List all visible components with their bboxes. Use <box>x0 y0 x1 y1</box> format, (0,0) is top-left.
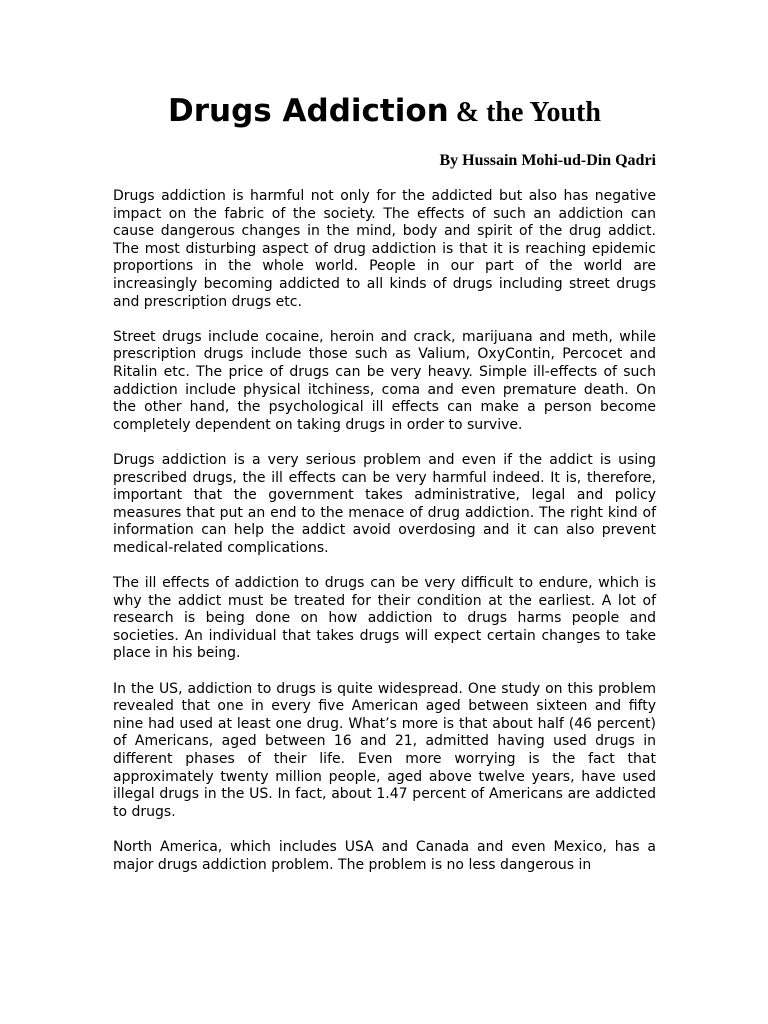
paragraph: Drugs addiction is harmful not only for the addicted but also has negative impact on the fabric of the society. The effects of such an addiction can cause dangerous changes in the mind, body and spirit of the drug addict. The most disturbing aspect of drug addiction is that it is reaching epidemic proportions in the whole world. People in our part of the world are increasingly becoming addicted to all kinds of drugs including street drugs and prescription drugs etc. <box>113 188 656 310</box>
document-page <box>113 84 656 874</box>
paragraph: North America, which includes USA and Canada and even Mexico, has a major drugs addiction problem. The problem is no less dangerous in <box>113 838 656 873</box>
paragraph: The ill effects of addiction to drugs can be very difficult to endure, which is why the addict must be treated for their condition at the earliest. A lot of research is being done on how addiction to drugs harms people and societies. An individual that takes drugs will expect certain changes to take place in his being. <box>113 575 656 662</box>
paragraph: Drugs addiction is a very serious problem and even if the addict is using prescribed drugs, the ill effects can be very harmful indeed. It is, therefore, important that the government takes administrative, legal and policy measures that put an end to the menace of drug addiction. The right kind of information can help the addict avoid overdosing and it can also prevent medical-related complications. <box>113 451 656 556</box>
document-title <box>113 84 656 139</box>
title-main: Drugs Addiction <box>168 93 449 129</box>
author-byline: By Hussain Mohi-ud-Din Qadri <box>439 152 656 169</box>
title-rest: & the Youth <box>448 97 601 128</box>
paragraph: In the US, addiction to drugs is quite widespread. One study on this problem revealed that one in every five American aged between sixteen and fifty nine had used at least one drug. What’s more is that about half (46 percent) of Americans, aged between 16 and 21, admitted having used drugs in different phases of their life. Even more worrying is the fact that approximately twenty million people, aged above twelve years, have used illegal drugs in the US. In fact, about 1.47 percent of Americans are addicted to drugs. <box>113 680 656 820</box>
paragraph: Street drugs include cocaine, heroin and crack, marijuana and meth, while prescription drugs include those such as Valium, OxyContin, Percocet and Ritalin etc. The price of drugs can be very heavy. Simple ill-effects of such addiction include physical itchiness, coma and even premature death. On the other hand, the psychological ill effects can make a person become completely dependent on taking drugs in order to survive. <box>113 328 656 433</box>
